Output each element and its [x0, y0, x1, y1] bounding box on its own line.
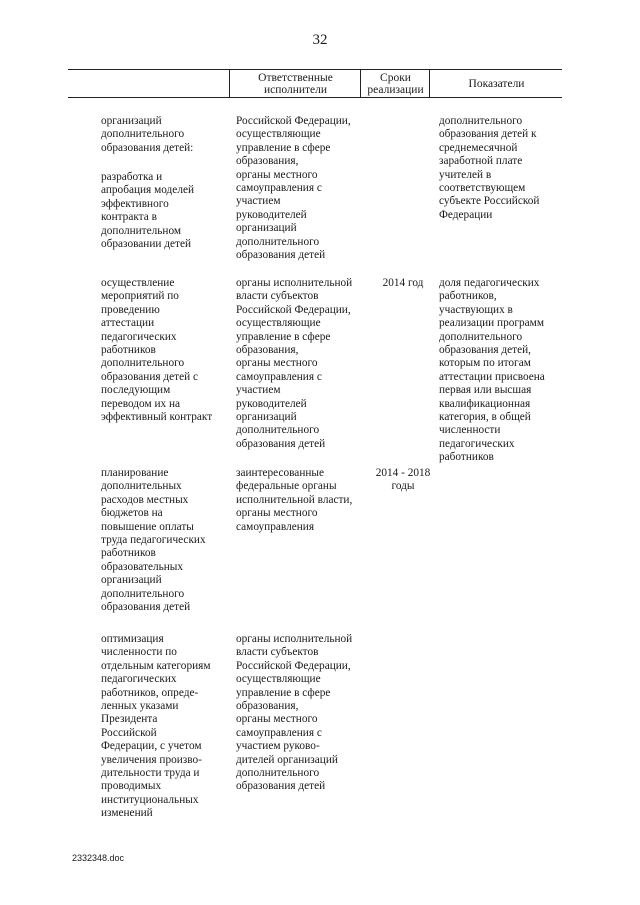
- row-3-timeline: 2014 - 2018 годы: [375, 467, 431, 493]
- row-4-activity: оптимизация численности по отдельным категориям педагогических работников, опреде- ленных указами Президента Российской Федерации, с учетом увеличения произво- дительности труда и проводимых институциональных изменений: [101, 633, 211, 820]
- row-4-responsible: органы исполнительной власти субъектов Российской Федерации, осуществляющие управление в сфере образования, органы местного самоуправления с участием руково- дителей организаций дополнительного образования детей: [236, 633, 353, 793]
- row-2-indicator: доля педагогических работников, участвующих в реализации программ дополнительного образования детей, которым по итогам аттестации присвоена первая или высшая квалификационная категория, в общей численности педагогических работников: [439, 277, 545, 464]
- header-timeline: Сроки реализации: [360, 70, 430, 97]
- row-3-responsible: заинтересованные федеральные органы исполнительной власти, органы местного самоуправления: [236, 467, 353, 533]
- header-indicators: Показатели: [429, 70, 563, 97]
- table-header: [68, 69, 562, 98]
- row-0-responsible: Российской Федерации, осуществляющие управление в сфере образования, органы местного самоуправления с участием руководителей организаций дополнительного образования детей: [236, 115, 351, 262]
- header-responsible: Ответственные исполнители: [229, 70, 361, 97]
- row-2-timeline: 2014 год: [382, 277, 424, 289]
- row-3-activity: планирование дополнительных расходов местных бюджетов на повышение оплаты труда педагогических работников образовательных организаций дополнительного образования детей: [101, 467, 206, 614]
- row-1-activity: разработка и апробация моделей эффективного контракта в дополнительном образовании детей: [101, 171, 195, 251]
- row-2-activity: осуществление мероприятий по проведению аттестации педагогических работников дополнительного образования детей с последующим переводом их на эффективный контракт: [101, 277, 213, 424]
- row-0-activity: организаций дополнительного образования детей:: [101, 115, 194, 154]
- row-0-indicator: дополнительного образования детей к среднемесячной заработной плате учителей в соответствующем субъекте Российской Федерации: [439, 115, 540, 221]
- row-2-responsible: органы исполнительной власти субъектов Российской Федерации, осуществляющие управление в сфере образования, органы местного самоуправления с участием руководителей организаций дополнительного образования детей: [236, 277, 353, 450]
- page-number: 32: [312, 32, 328, 48]
- footer-filename: 2332348.doc: [72, 853, 125, 863]
